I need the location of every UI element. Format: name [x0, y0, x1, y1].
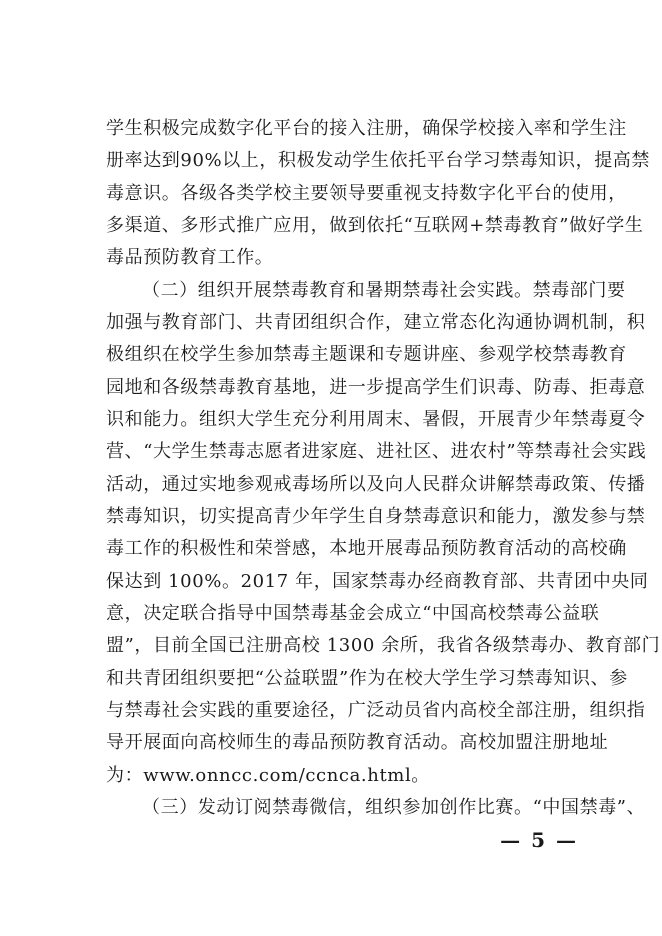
text-line: 加强与教育部门、共青团组织合作，建立常态化沟通协调机制，积	[106, 312, 646, 333]
text-line: 意，决定联合指导中国禁毒基金会成立“中国高校禁毒公益联	[106, 603, 600, 624]
text-line: 多渠道、多形式推广应用，做到依托“互联网+禁毒教育”做好学生	[106, 215, 644, 236]
text-line: 营、“大学生禁毒志愿者进家庭、进社区、进农村”等禁毒社会实践	[106, 441, 647, 462]
text-line: 毒工作的积极性和荣誉感，本地开展毒品预防教育活动的高校确	[106, 538, 627, 559]
text-line: 导开展面向高校师生的毒品预防教育活动。高校加盟注册地址	[106, 732, 609, 753]
text-line: 毒意识。各级各类学校主要领导要重视支持数字化平台的使用，	[106, 183, 627, 204]
text-line: 学生积极完成数字化平台的接入注册，确保学校接入率和学生注	[106, 118, 627, 139]
text-line: 册率达到90%以上，积极发动学生依托平台学习禁毒知识，提高禁	[106, 150, 651, 171]
text-line: 识和能力。组织大学生充分利用周末、暑假，开展青少年禁毒夏令	[106, 409, 646, 430]
text-line: 毒品预防教育工作。	[106, 247, 274, 268]
section-heading-line: （三）发动订阅禁毒微信，组织参加创作比赛。“中国禁毒”、	[142, 797, 646, 818]
text-line: 和共青团组织要把“公益联盟”作为在校大学生学习禁毒知识、参	[106, 668, 628, 689]
text-line: 与禁毒社会实践的重要途径，广泛动员省内高校全部注册，组织指	[106, 700, 646, 721]
page-number: — 5 —	[500, 828, 578, 852]
url-line: 为：www.onncc.com/ccnca.html。	[106, 765, 430, 786]
text-line: 盟”，目前全国已注册高校 1300 余所，我省各级禁毒办、教育部门	[106, 635, 661, 656]
text-line: 禁毒知识，切实提高青少年学生自身禁毒意识和能力，激发参与禁	[106, 506, 646, 527]
text-line: 极组织在校学生参加禁毒主题课和专题讲座、参观学校禁毒教育	[106, 344, 627, 365]
text-line: 保达到 100%。2017 年，国家禁毒办经商教育部、共青团中央同	[106, 571, 649, 592]
text-line: 园地和各级禁毒教育基地，进一步提高学生们识毒、防毒、拒毒意	[106, 377, 646, 398]
section-heading-line: （二）组织开展禁毒教育和暑期禁毒社会实践。禁毒部门要	[142, 280, 626, 301]
text-line: 活动，通过实地参观戒毒场所以及向人民群众讲解禁毒政策、传播	[106, 474, 646, 495]
